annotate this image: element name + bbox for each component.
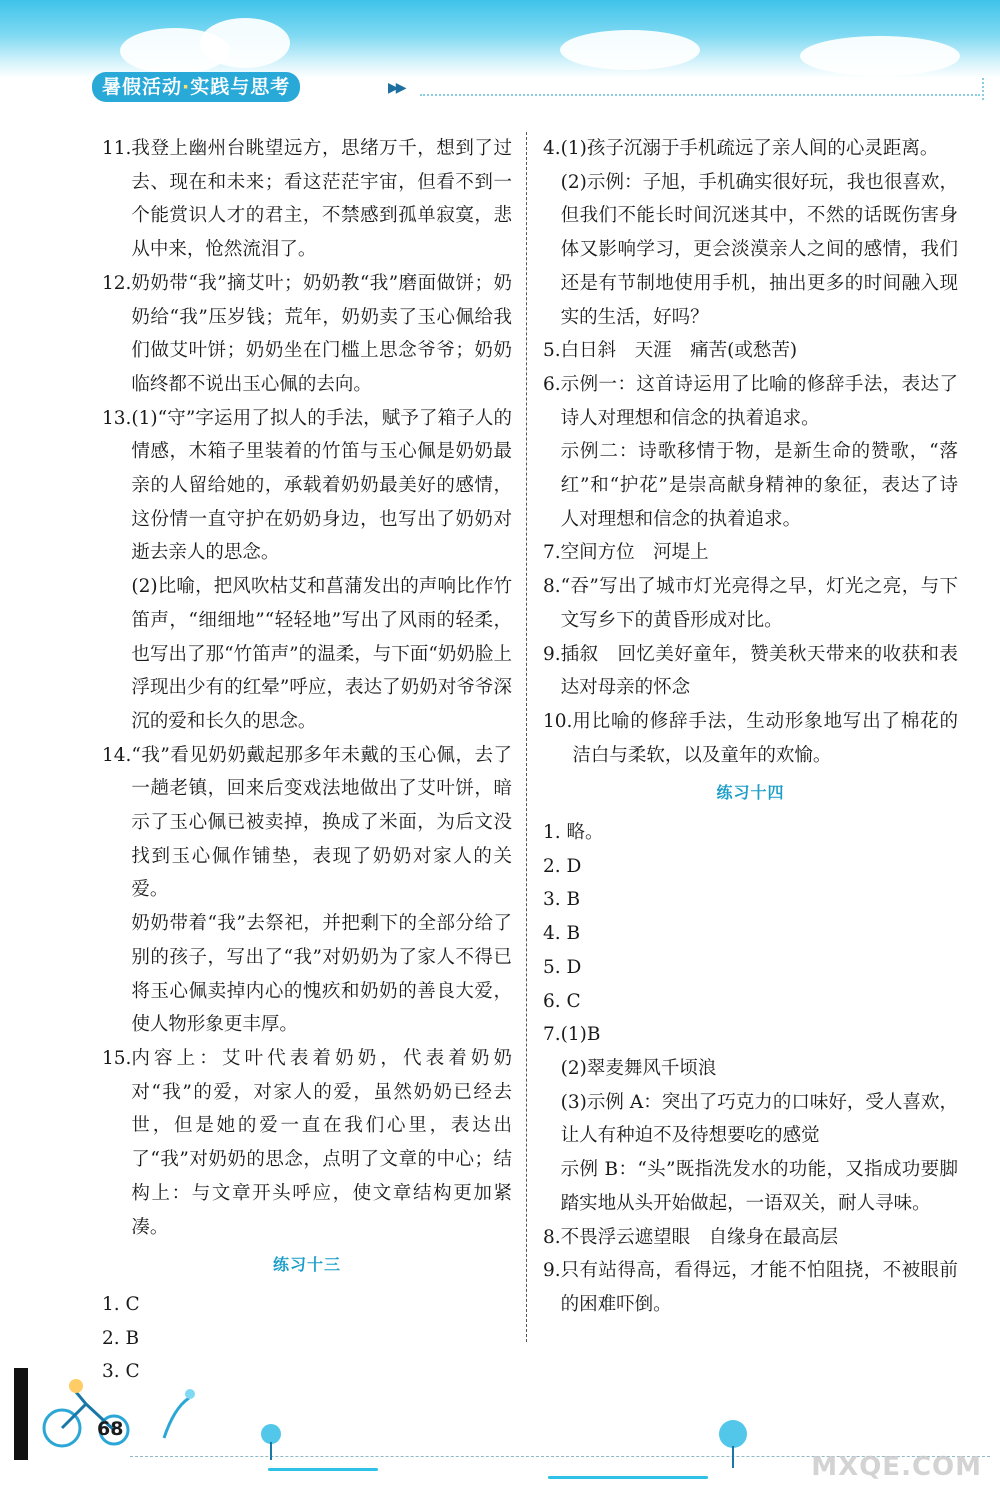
answer-item: [543, 1018, 958, 1220]
watermark: MXQE.COM: [811, 1452, 982, 1482]
header-dotted-line: [982, 78, 984, 100]
answer-text: 示例二：诗歌移情于物，是新生命的赞歌，“落红”和“护花”是崇高献身精神的象征，表达了诗人对理想和信念的执着追求。: [560, 441, 958, 530]
answer-number: 14.: [102, 744, 132, 766]
column-divider: [526, 132, 527, 1342]
answer-text: 用比喻的修辞手法，生动形象地写出了棉花的洁白与柔软，以及童年的欢愉。: [572, 710, 958, 766]
header-title: [92, 72, 300, 102]
tree-icon: [716, 1418, 750, 1470]
answer-item: 2. B: [102, 1327, 140, 1349]
answer-item: 3. B: [543, 889, 581, 911]
answer-item: [543, 132, 958, 334]
answer-text: (2)翠麦舞风千顷浪: [560, 1057, 717, 1079]
cloud-decoration: [200, 18, 290, 68]
answer-text: (1)B: [560, 1024, 601, 1046]
section-heading: 练习十三: [272, 1255, 341, 1275]
answer-item: 6. C: [543, 990, 581, 1012]
answer-number: 6.: [543, 373, 561, 395]
answer-number: 10.: [543, 710, 573, 732]
answer-text: (1)“守”字运用了拟人的手法，赋予了箱子人的情感，木箱子里装着的竹笛与玉心佩是奶奶最亲的人留给她的，承载着奶奶最美好的感情，这份情一直守护在奶奶身边，也写出了奶奶对逝去亲人的思念。: [131, 407, 512, 564]
answer-text: “我”看见奶奶戴起那多年未戴的玉心佩，去了一趟老镇，回来后变戏法地做出了艾叶饼，暗示了玉心佩已被卖掉，换成了米面，为后文没找到玉心佩作铺垫，表现了奶奶对家人的关爱。: [131, 744, 512, 901]
answer-text: “吞”写出了城市灯光亮得之早，灯光之亮，与下文写乡下的黄昏形成对比。: [560, 576, 958, 631]
answer-item: [102, 739, 512, 1042]
section-heading: 练习十四: [716, 783, 785, 803]
answer-item: [102, 402, 512, 739]
footer-accent-bar: [268, 1468, 378, 1471]
chevron-right-icon: ▶▶: [388, 80, 404, 96]
answer-number: 8.: [543, 576, 561, 598]
answer-item: [543, 536, 958, 570]
answer-text: 我登上幽州台眺望远方，思绪万千，想到了过去、现在和未来；看这茫茫宇宙，但看不到一个能赏识人才的君主，不禁感到孤单寂寞，悲从中来，怆然流泪了。: [131, 138, 512, 261]
tree-icon: [258, 1422, 284, 1462]
bicycle-kids-icon: [14, 1368, 204, 1460]
answer-item: 1. C: [102, 1293, 140, 1315]
answer-item: [102, 267, 512, 402]
header-dotted-line: [420, 94, 980, 96]
cloud-decoration: [560, 30, 700, 70]
answer-text: 内容上：艾叶代表着奶奶，代表着奶奶对“我”的爱，对家人的爱，虽然奶奶已经去世，但是她的爱一直在我们心里，表达出了“我”对奶奶的思念，点明了文章的中心；结构上：与文章开头呼应，使文章结构更加紧凑。: [131, 1047, 512, 1238]
answer-text: 奶奶带“我”摘艾叶；奶奶教“我”磨面做饼；奶奶给“我”压岁钱；荒年，奶奶卖了玉心佩给我们做艾叶饼；奶奶坐在门槛上思念爷爷；奶奶临终都不说出玉心佩的去向。: [131, 272, 512, 395]
answer-item: 4. B: [543, 923, 581, 945]
answer-text: (1)孩子沉溺于手机疏远了亲人间的心灵距离。: [560, 138, 939, 159]
answer-item: [543, 368, 958, 537]
answer-number: 13.: [102, 407, 132, 429]
answer-item: [543, 1254, 958, 1321]
header-banner: [0, 0, 1000, 78]
answer-text: 示例一：这首诗运用了比喻的修辞手法，表达了诗人对理想和信念的执着追求。: [560, 373, 958, 429]
answer-text: 只有站得高，看得远，才能不怕阻挠，不被眼前的困难吓倒。: [560, 1260, 958, 1315]
answer-number: 8.: [543, 1226, 561, 1248]
answer-text: (3)示例 A：突出了巧克力的口味好，受人喜欢，让人有种迫不及待想要吃的感觉: [560, 1091, 958, 1147]
answer-number: 7.: [543, 542, 561, 564]
cloud-decoration: [800, 36, 960, 76]
answer-item: [102, 132, 512, 267]
answer-number: 7.: [543, 1024, 561, 1046]
answer-text: 奶奶带着“我”去祭祀，并把剩下的全部分给了别的孩子，写出了“我”对奶奶为了家人不得已将玉心佩卖掉内心的愧疚和奶奶的善良大爱，使人物形象更丰厚。: [131, 913, 512, 1036]
answer-item: 5. D: [543, 956, 582, 978]
answer-number: 12.: [102, 272, 132, 294]
answer-number: 15.: [102, 1047, 132, 1069]
page-number: 68: [97, 1418, 124, 1440]
answer-text: 白日斜 天涯 痛苦(或愁苦): [560, 340, 798, 362]
header-title-part-b: 实践与思考: [190, 76, 291, 98]
answer-text: 不畏浮云遮望眼 自缘身在最高层: [560, 1226, 839, 1248]
answer-number: 9.: [543, 643, 561, 665]
answer-text: (2)比喻，把风吹枯艾和菖蒲发出的声响比作竹笛声，“细细地”“轻轻地”写出了风雨的轻柔，也写出了那“竹笛声”的温柔，与下面“奶奶脸上浮现出少有的红晕”呼应，表达了奶奶对爷爷深沉的爱和长久的思念。: [131, 576, 512, 732]
right-column: [543, 132, 958, 1322]
answer-item: [102, 1042, 512, 1244]
answer-text: 插叙 回忆美好童年，赞美秋天带来的收获和表达对母亲的怀念: [560, 643, 958, 699]
answer-item: [543, 638, 958, 705]
answer-number: 9.: [543, 1260, 561, 1282]
answer-item: [543, 1221, 958, 1255]
answer-number: 11.: [102, 138, 132, 159]
header-title-part-a: 暑假活动: [102, 76, 183, 98]
answer-number: 5.: [543, 340, 561, 362]
answer-item: 3. C: [102, 1361, 140, 1383]
answer-number: 4.: [543, 138, 561, 159]
answer-item: [543, 705, 958, 772]
answer-item: [543, 334, 958, 368]
footer-accent-bar: [548, 1476, 708, 1479]
answer-item: 1. 略。: [543, 822, 604, 844]
answer-item: 2. D: [543, 855, 582, 877]
answer-text: 示例 B：“头”既指洗发水的功能，又指成功要脚踏实地从头开始做起，一语双关，耐人寻味。: [560, 1159, 958, 1214]
header-title-dot: ·: [182, 76, 191, 98]
answer-text: 空间方位 河堤上: [560, 542, 709, 564]
left-column: [102, 132, 512, 1389]
answer-item: [543, 570, 958, 637]
answer-text: (2)示例：子旭，手机确实很好玩，我也很喜欢，但我们不能长时间沉迷其中，不然的话既伤害身体又影响学习，更会淡漠亲人之间的感情，我们还是有节制地使用手机，抽出更多的时间融入现实的生活，好吗？: [560, 171, 958, 328]
